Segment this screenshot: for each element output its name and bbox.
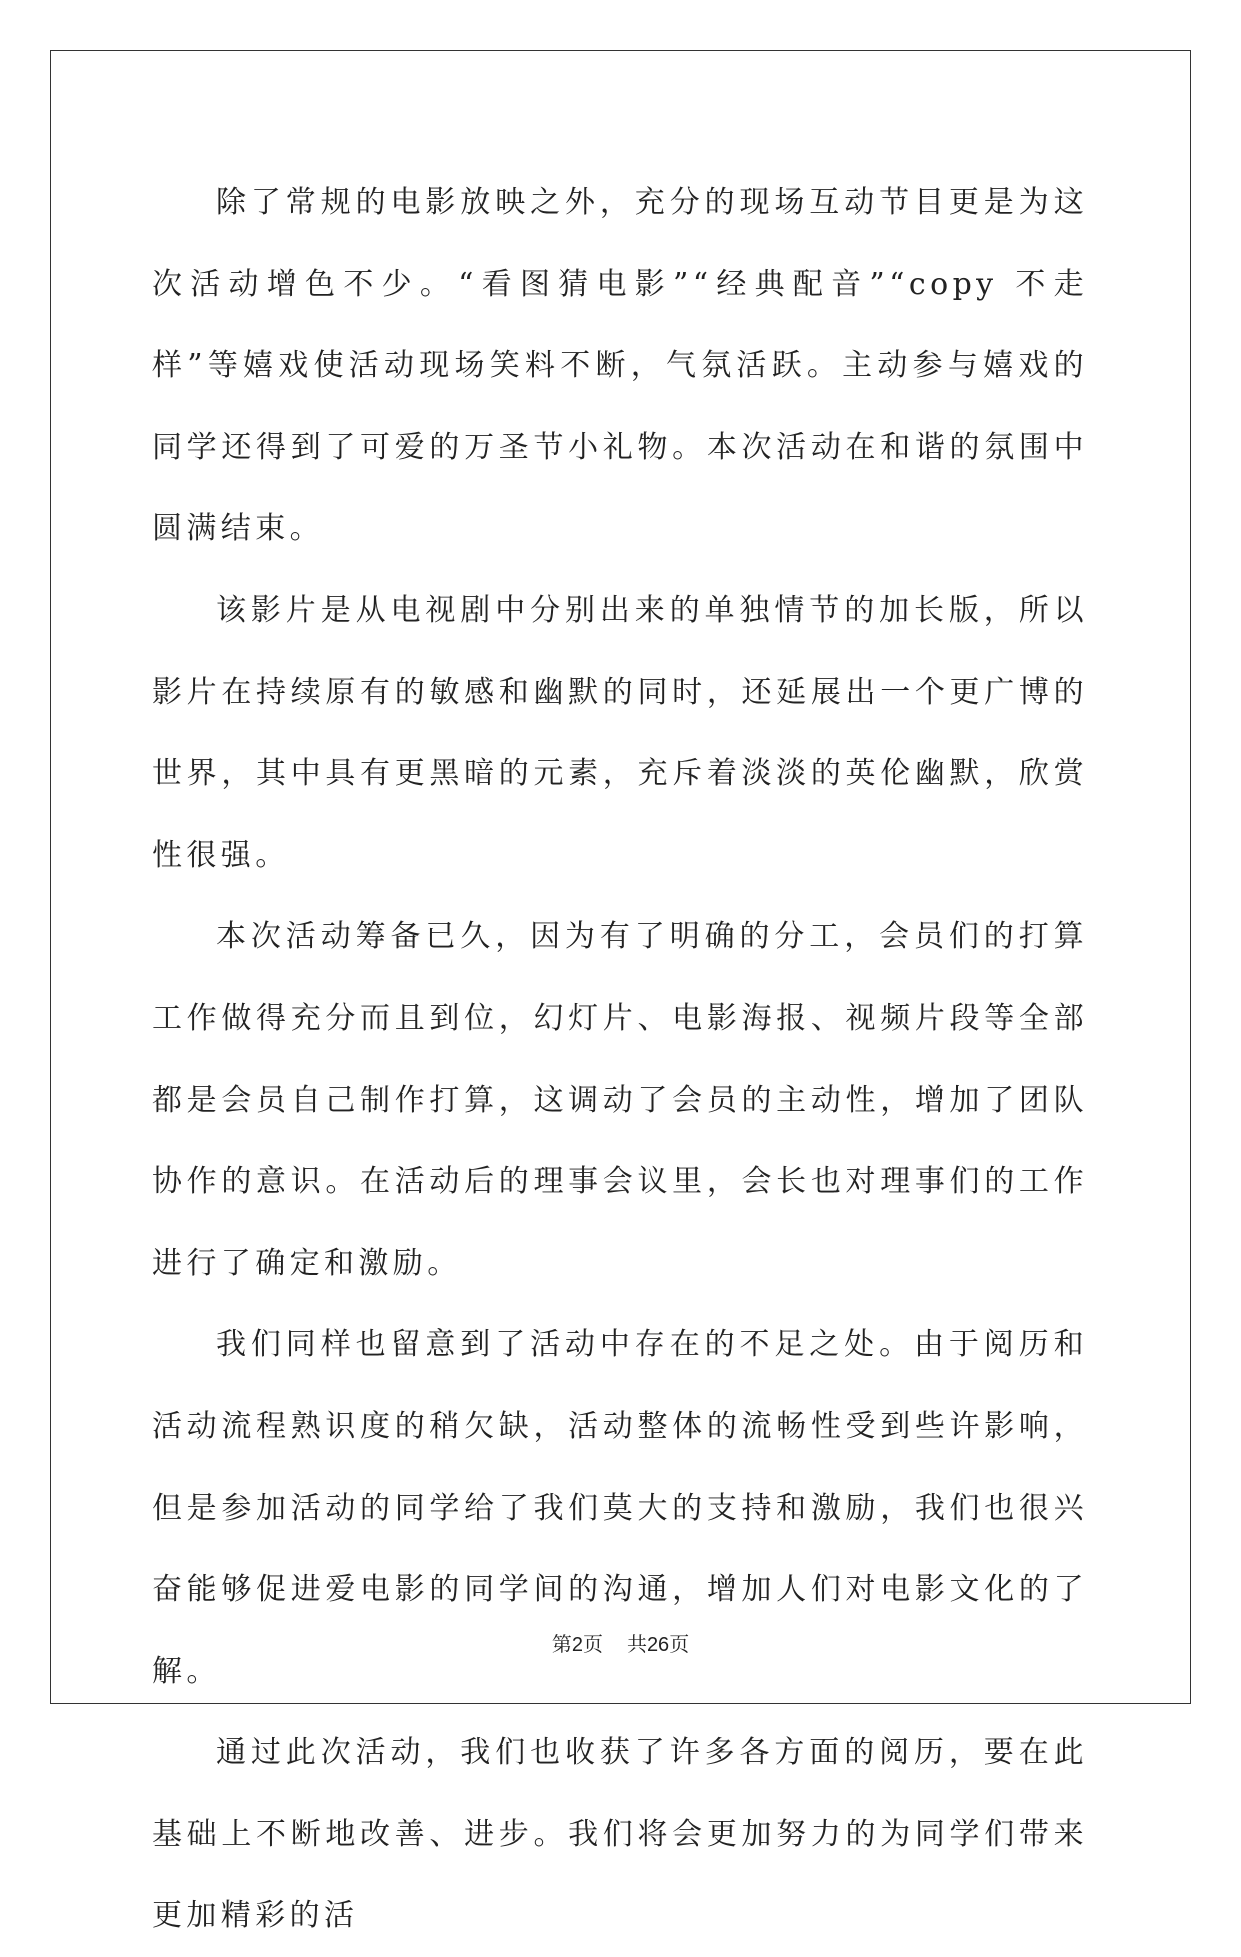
page-suffix: 页: [582, 1632, 603, 1656]
paragraph-2: 该影片是从电视剧中分别出来的单独情节的加长版，所以影片在持续原有的敏感和幽默的同时，还延展出一个更广博的世界，其中具有更黑暗的元素，充斥着淡淡的英伦幽默，欣赏性很强。: [152, 592, 1088, 873]
total-prefix: 共: [626, 1632, 647, 1656]
page-footer: [0, 1628, 1241, 1657]
paragraph-5: 通过此次活动，我们也收获了许多各方面的阅历，要在此基础上不断地改善、进步。我们将会更加努力的为同学们带来更加精彩的活: [152, 1735, 1088, 1934]
paragraph-1: 除了常规的电影放映之外，充分的现场互动节目更是为这次活动增色不少。“看图猜电影”“经典配音”“copy 不走样”等嬉戏使活动现场笑料不断，气氛活跃。主动参与嬉戏的同学还得到了可爱的万圣节小礼物。本次活动在和谐的氛围中圆满结束。: [152, 185, 1088, 547]
paragraph-3: 本次活动筹备已久，因为有了明确的分工，会员们的打算工作做得充分而且到位，幻灯片、电影海报、视频片段等全部都是会员自己制作打算，这调动了会员的主动性，增加了团队协作的意识。在活动后的理事会议里，会长也对理事们的工作进行了确定和激励。: [152, 919, 1088, 1281]
paragraph-4: 我们同样也留意到了活动中存在的不足之处。由于阅历和活动流程熟识度的稍欠缺，活动整体的流畅性受到些许影响，但是参加活动的同学给了我们莫大的支持和激励，我们也很兴奋能够促进爱电影的同学间的沟通，增加人们对电影文化的了解。: [152, 1327, 1088, 1689]
page-prefix: 第: [551, 1632, 572, 1656]
total-pages: 26: [646, 1634, 670, 1656]
total-suffix: 页: [669, 1632, 690, 1656]
document-body: [152, 162, 1088, 1957]
page-number: 2: [571, 1634, 583, 1656]
